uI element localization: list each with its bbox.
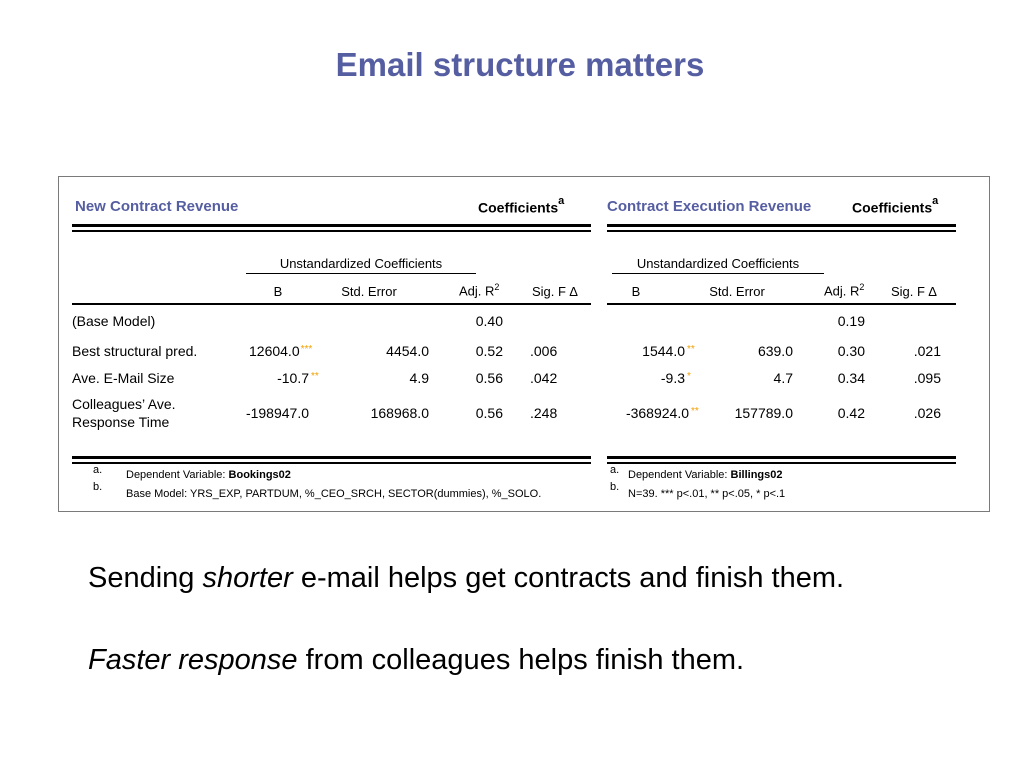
left-adj-cell: 0.56 xyxy=(475,405,503,421)
right-unstd-underline xyxy=(612,273,824,274)
left-b-cell: -10.7 xyxy=(277,370,309,386)
right-b-cell: -368924.0 xyxy=(625,405,689,421)
slide-title: Email structure matters xyxy=(335,46,705,83)
right-footnote-a-letter: a. xyxy=(610,464,620,476)
takeaway-line-1: Sending shorter e-mail helps get contracts and finish them. xyxy=(88,562,845,594)
right-footnote-b-letter: b. xyxy=(610,481,620,493)
right-adj-cell: 0.30 xyxy=(837,343,865,359)
right-sig-cell: .021 xyxy=(913,343,941,359)
left-b-stars: ** xyxy=(311,371,319,382)
regression-table-panel xyxy=(58,176,990,512)
left-unstd-underline xyxy=(246,273,476,274)
left-col-b: B xyxy=(273,284,283,299)
left-header-rule xyxy=(72,303,591,305)
left-col-std-error: Std. Error xyxy=(341,284,397,299)
row-label: Colleagues’ Ave. xyxy=(72,396,176,412)
right-se-cell: 639.0 xyxy=(757,343,793,359)
left-sig-cell: .042 xyxy=(530,370,558,386)
right-top-rule xyxy=(607,224,956,232)
right-panel-title: Contract Execution Revenue xyxy=(607,198,812,215)
row-label: Best structural pred. xyxy=(72,343,198,359)
left-adj-cell: 0.40 xyxy=(475,313,503,329)
left-sig-cell: .006 xyxy=(530,343,558,359)
right-col-b: B xyxy=(631,284,641,299)
left-adj-cell: 0.56 xyxy=(475,370,503,386)
right-adj-cell: 0.19 xyxy=(837,313,865,329)
row-label: (Base Model) xyxy=(72,313,156,329)
left-panel-title: New Contract Revenue xyxy=(75,198,239,215)
left-footnote-b: Base Model: YRS_EXP, PARTDUM, %_CEO_SRCH, SECTOR(dummies), %_SOLO. xyxy=(126,488,542,500)
left-col-adj-r2: Adj. $R^2$ xyxy=(459,282,500,299)
left-footnote-b-letter: b. xyxy=(93,481,103,493)
row-label: Ave. E-Mail Size xyxy=(72,370,175,386)
left-b-cell: -198947.0 xyxy=(245,405,309,421)
left-b-cell: 12604.0*** xyxy=(249,343,313,359)
right-unstd-header: Unstandardized Coefficients xyxy=(636,256,800,271)
left-se-cell: 4454.0 xyxy=(386,343,429,359)
left-top-rule xyxy=(72,224,591,232)
left-unstd-header: Unstandardized Coefficients xyxy=(279,256,443,271)
right-b-cell: 1544.0 xyxy=(642,343,685,359)
right-col-sig-f: Sig. F ∆ xyxy=(891,284,937,299)
row-label-line2: Response Time xyxy=(72,414,170,430)
left-se-cell: 4.9 xyxy=(409,370,429,386)
right-adj-cell: 0.42 xyxy=(837,405,865,421)
right-b-stars: ** xyxy=(691,406,699,417)
left-bottom-rule xyxy=(72,456,591,464)
left-adj-cell: 0.52 xyxy=(475,343,503,359)
left-coefficients-heading: Coefficients$^a$ xyxy=(478,195,565,216)
right-sig-cell: .026 xyxy=(913,405,941,421)
right-b-cell: -9.3 xyxy=(660,370,685,386)
left-footnote-a: Dependent Variable: Bookings02 xyxy=(126,469,291,481)
left-footnote-a-letter: a. xyxy=(93,464,103,476)
left-sig-cell: .248 xyxy=(530,405,558,421)
right-se-cell: 157789.0 xyxy=(734,405,793,421)
right-b-stars: * xyxy=(687,371,691,382)
right-sig-cell: .095 xyxy=(913,370,941,386)
right-bottom-rule xyxy=(607,456,956,464)
right-footnote-b: N=39. *** p<.01, ** p<.05, * p<.1 xyxy=(628,488,786,500)
right-col-adj-r2: Adj. $R^2$ xyxy=(824,282,865,299)
takeaway-line-2: Faster response from colleagues helps finish them. xyxy=(88,644,745,676)
right-coefficients-heading: Coefficients$^a$ xyxy=(852,195,939,216)
right-col-std-error: Std. Error xyxy=(709,284,765,299)
right-footnote-a: Dependent Variable: Billings02 xyxy=(628,469,783,481)
right-se-cell: 4.7 xyxy=(773,370,793,386)
left-se-cell: 168968.0 xyxy=(370,405,429,421)
right-header-rule xyxy=(607,303,956,305)
left-col-sig-f: Sig. F ∆ xyxy=(532,284,578,299)
right-b-stars: ** xyxy=(687,344,695,355)
right-adj-cell: 0.34 xyxy=(837,370,865,386)
